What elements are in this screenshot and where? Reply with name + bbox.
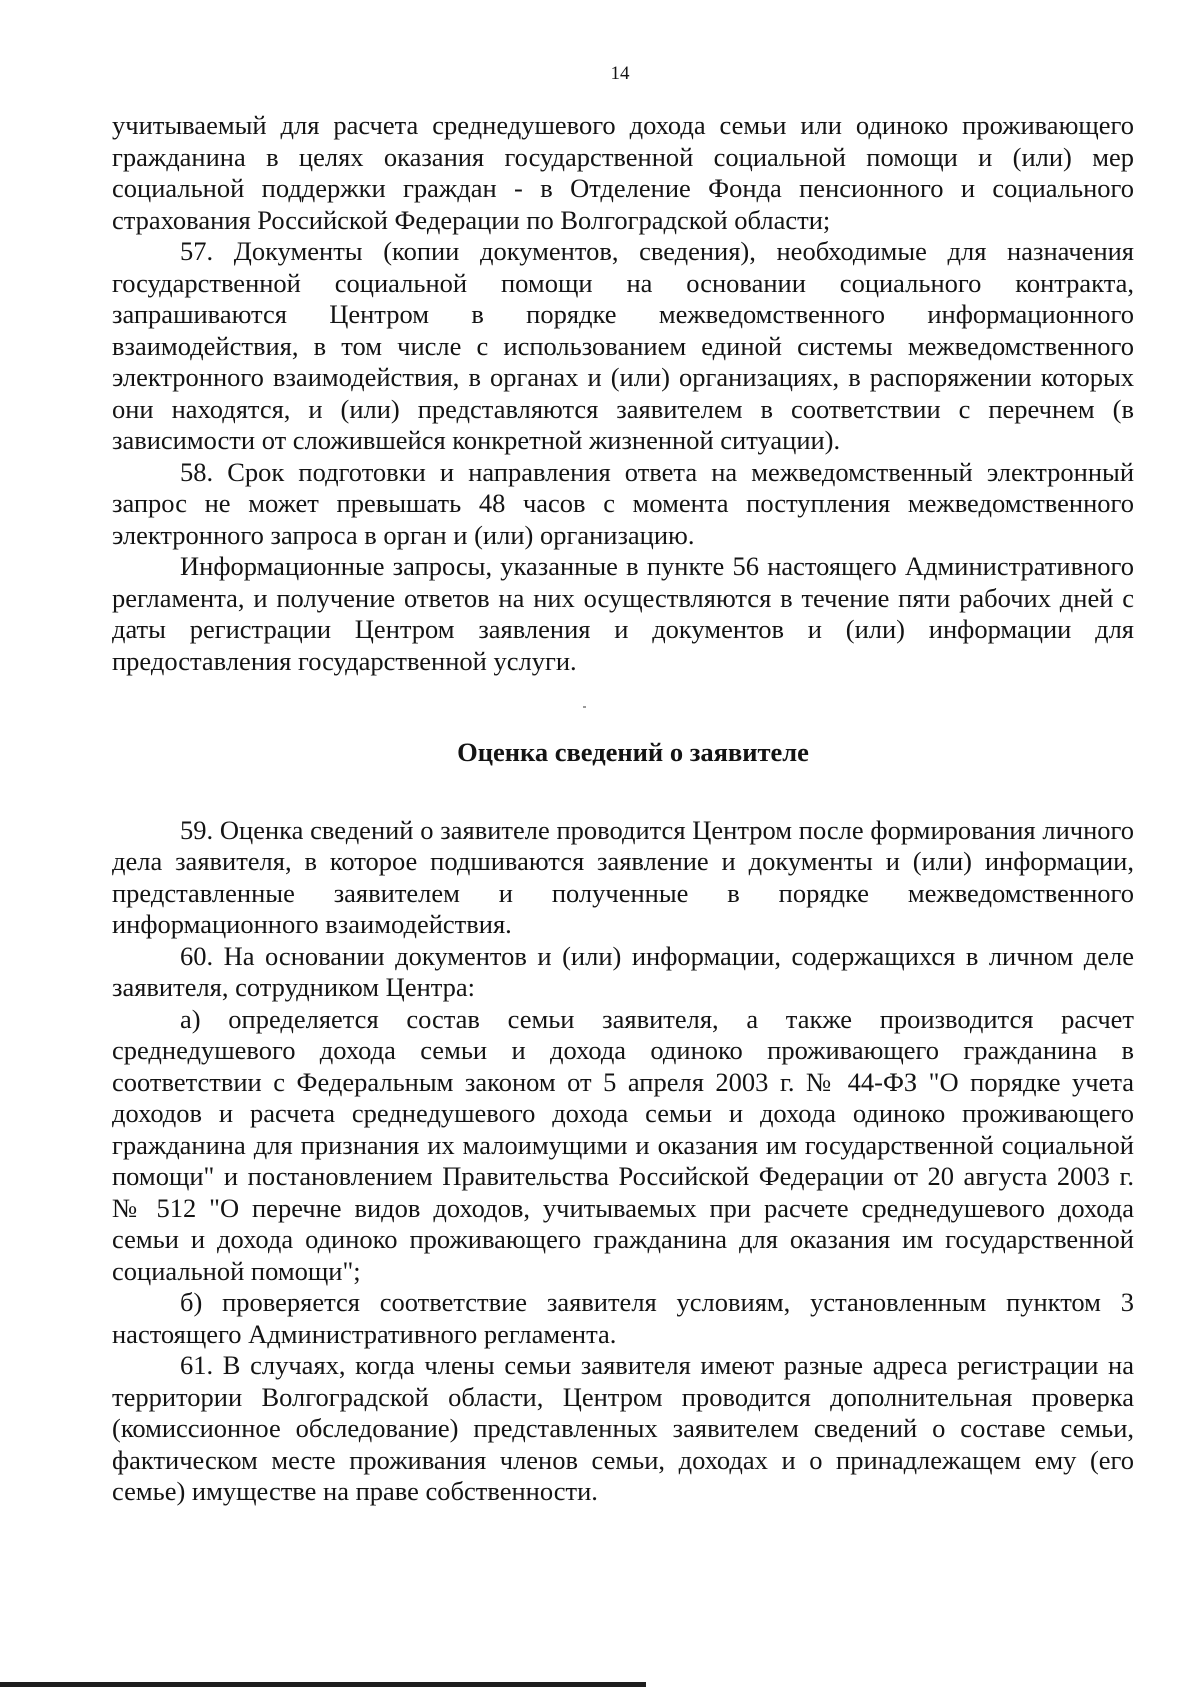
document-body: [112, 110, 1134, 1508]
paragraph-57: 57. Документы (копии документов, сведения), необходимые для назначения государственной социальной помощи на основании социального контракта, запрашиваются Центром в порядке межведомственного информационного взаимодействия, в том числе с использованием единой системы межведомственного электронного взаимодействия, в органах и (или) организациях, в распоряжении которых они находятся, и (или) представляются заявителем в соответствии с перечнем (в зависимости от сложившейся конкретной жизненной ситуации).: [112, 236, 1134, 455]
paragraph-61: 61. В случаях, когда члены семьи заявителя имеют разные адреса регистрации на территории Волгоградской области, Центром проводится дополнительная проверка (комиссионное обследование) представленных заявителем сведений о составе семьи, фактическом месте проживания членов семьи, доходах и о принадлежащем ему (его семье) имуществе на праве собственности.: [112, 1350, 1134, 1506]
paragraph-60: 60. На основании документов и (или) информации, содержащихся в личном деле заявителя, сотрудником Центра:: [112, 940, 1134, 1002]
page-number: 14: [610, 63, 630, 84]
paragraph-60-b: б) проверяется соответствие заявителя условиям, установленным пунктом 3 настоящего Административного регламента.: [112, 1287, 1134, 1349]
paragraph-58: 58. Срок подготовки и направления ответа на межведомственный электронный запрос не может превышать 48 часов с момента поступления межведомственного электронного запроса в орган и (или) организацию.: [112, 456, 1134, 550]
section-heading: Оценка сведений о заявителе: [457, 737, 809, 767]
scan-speck: [583, 706, 586, 708]
paragraph-info-requests: Информационные запросы, указанные в пункте 56 настоящего Административного регламента, и получение ответов на них осуществляются в течение пяти рабочих дней с даты регистрации Центром заявления и документов и (или) информации для предоставления государственной услуги.: [112, 551, 1134, 676]
paragraph-continuation: учитываемый для расчета среднедушевого дохода семьи или одиноко проживающего гражданина в целях оказания государственной социальной помощи и (или) мер социальной поддержки граждан - в Отделение Фонда пенсионного и социального страхования Российской Федерации по Волгоградской области;: [112, 110, 1134, 235]
paragraph-59: 59. Оценка сведений о заявителе проводится Центром после формирования личного дела заявителя, в которое подшиваются заявление и документы и (или) информации, представленные заявителем и полученные в порядке межведомственного информационного взаимодействия.: [112, 814, 1134, 939]
paragraph-60-a: а) определяется состав семьи заявителя, а также производится расчет среднедушевого дохода семьи и дохода одиноко проживающего гражданина в соответствии с Федеральным законом от 5 апреля 2003 г. № 44-ФЗ "О порядке учета доходов и расчета среднедушевого дохода семьи и дохода одиноко проживающего гражданина для признания их малоимущими и оказания им государственной социальной помощи" и постановлением Правительства Российской Федерации от 20 августа 2003 г. № 512 "О перечне видов доходов, учитываемых при расчете среднедушевого дохода семьи и дохода одиноко проживающего гражданина для оказания им государственной социальной помощи";: [112, 1003, 1134, 1286]
scan-edge-line: [0, 1682, 646, 1687]
